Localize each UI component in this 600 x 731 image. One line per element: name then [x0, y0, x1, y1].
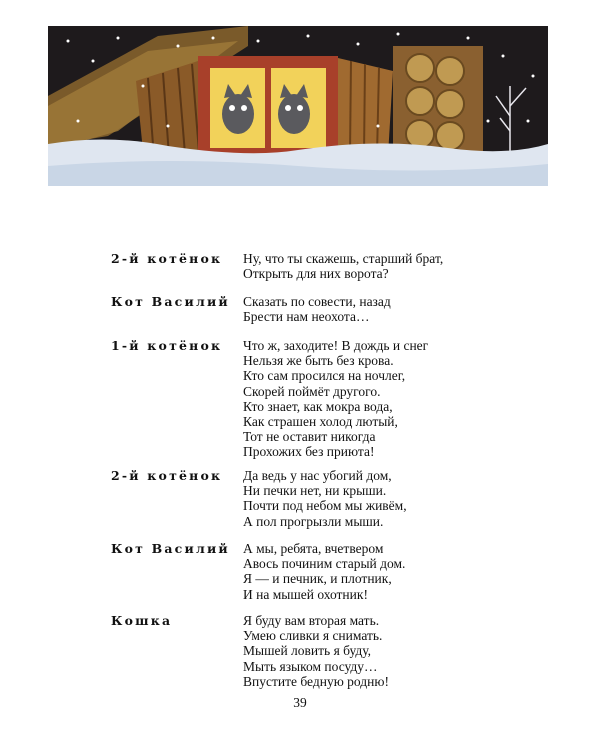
verse-lines	[243, 613, 389, 689]
verse-lines	[243, 251, 443, 281]
verse-line: Авось починим старый дом.	[243, 556, 406, 572]
verse-line: Что ж, заходите! В дождь и снег	[243, 338, 429, 353]
speaker-name: 2-й котёнок	[111, 251, 223, 266]
verse-line: Скорей поймёт другого.	[243, 383, 381, 399]
verse-line: Открыть для них ворота?	[243, 266, 389, 282]
verse-line: Сказать по совести, назад	[243, 294, 391, 309]
verse-lines	[243, 338, 428, 460]
verse-line: Ну, что ты скажешь, старший брат,	[243, 251, 444, 266]
verse-line: Как страшен холод лютый,	[243, 414, 398, 430]
verse-line: Прохожих без приюта!	[243, 444, 375, 460]
verse-lines	[243, 541, 405, 602]
verse-lines	[243, 468, 407, 529]
verse-line: Впустите бедную родню!	[243, 673, 389, 689]
verse-line: Я буду вам вторая мать.	[243, 613, 380, 628]
verse-line: Умею сливки я снимать.	[243, 628, 383, 644]
verse-line: Я — и печник, и плотник,	[243, 571, 392, 587]
speaker-name: Кот Василий	[111, 541, 230, 556]
speaker-name: 2-й котёнок	[111, 468, 223, 483]
verse-line: Мыть языком посуду…	[243, 658, 378, 674]
verse-line: А пол прогрызли мыши.	[243, 513, 384, 529]
speaker-name: Кошка	[111, 613, 173, 628]
speaker-name: Кот Василий	[111, 294, 230, 309]
verse-line: И на мышей охотник!	[243, 586, 368, 602]
speaker-name: 1-й котёнок	[111, 338, 223, 353]
verse-line: А мы, ребята, вчетвером	[243, 541, 384, 556]
verse-line: Мышей ловить я буду,	[243, 643, 372, 659]
illustration-kittens-in-window	[48, 26, 548, 186]
verse-line: Ни печки нет, ни крыши.	[243, 483, 387, 499]
verse-line: Кто сам просился на ночлег,	[243, 368, 406, 384]
verse-line: Брести нам неохота…	[243, 309, 370, 325]
verse-line: Почти под небом мы живём,	[243, 498, 407, 514]
page-number: 39	[293, 695, 307, 710]
verse-line: Кто знает, как мокра вода,	[243, 398, 393, 414]
verse-line: Тот не оставит никогда	[243, 429, 376, 445]
verse-line: Нельзя же быть без крова.	[243, 353, 394, 369]
verse-lines	[243, 294, 391, 324]
verse-line: Да ведь у нас убогий дом,	[243, 468, 392, 483]
